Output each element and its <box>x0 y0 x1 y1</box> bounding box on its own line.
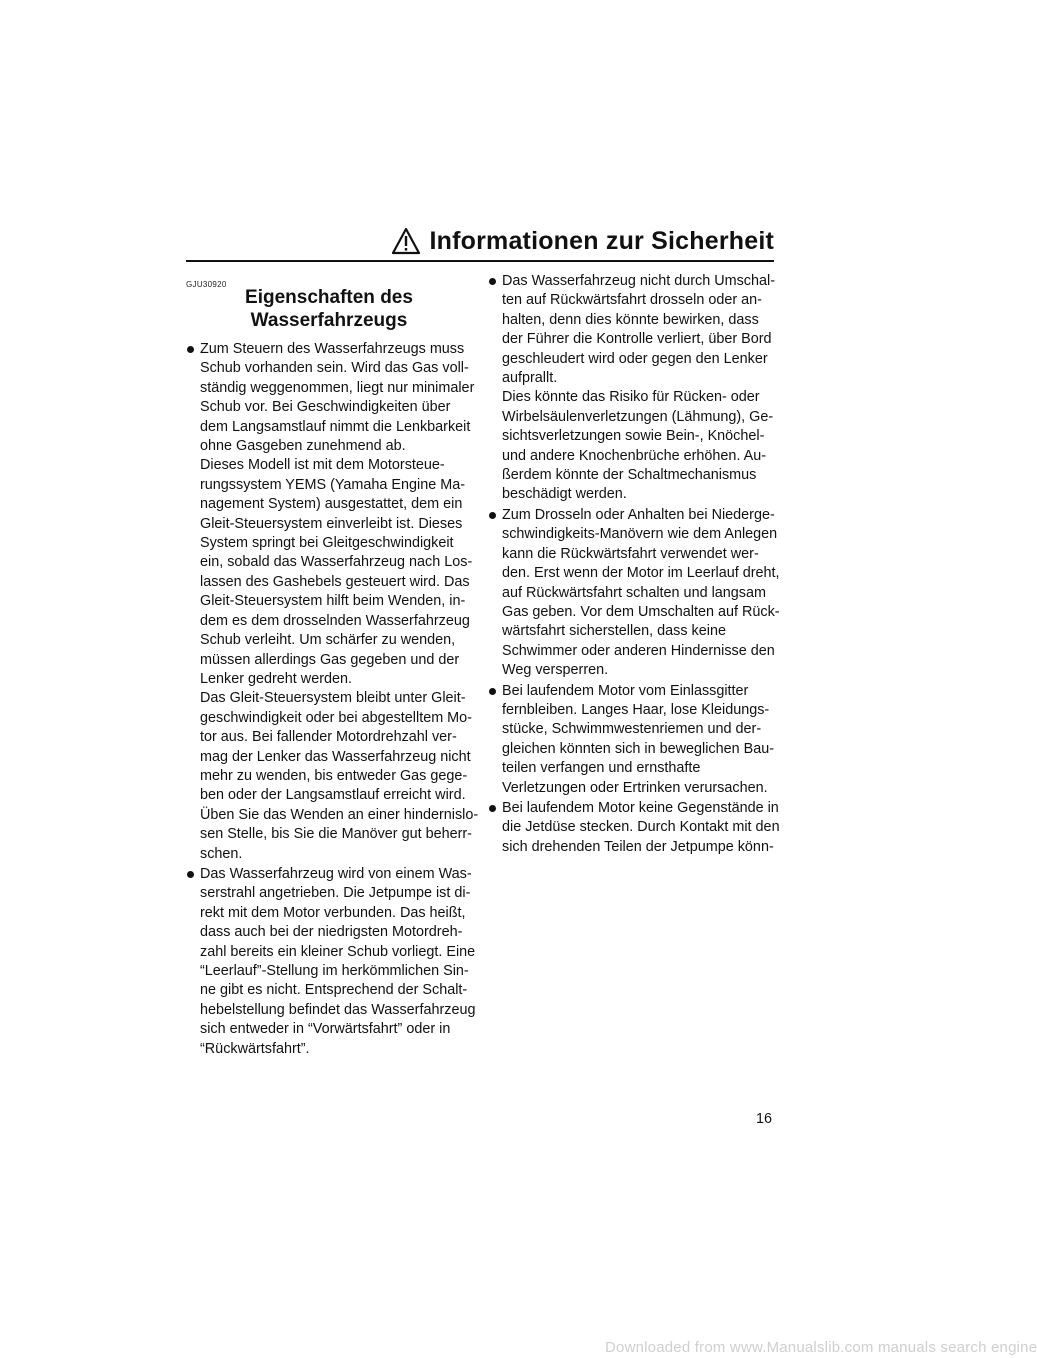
text-line: Gleit-Steuersystem hilft beim Wenden, in- <box>200 593 466 610</box>
text-line: rungssystem YEMS (Yamaha Engine Ma- <box>200 476 466 493</box>
text-line: mehr zu wenden, bis entweder Gas gege- <box>200 767 468 784</box>
text-line: Zum Steuern des Wasserfahrzeugs muss <box>200 341 465 357</box>
text-line: Zum Drosseln oder Anhalten bei Niederge- <box>502 506 775 523</box>
text-line: der Führer die Kontrolle verliert, über Bord <box>502 331 772 348</box>
text-line: ein, sobald das Wasserfahrzeug nach Los- <box>200 554 473 571</box>
list-item <box>186 340 479 864</box>
page-title: Informationen zur Sicherheit <box>429 226 774 255</box>
text-line: serstrahl angetrieben. Die Jetpumpe ist di- <box>200 885 471 902</box>
text-line: Schwimmer oder anderen Hindernisse den <box>502 642 775 659</box>
text-line: auf Rückwärtsfahrt schalten und langsam <box>502 584 766 601</box>
text-line: ohne Gasgeben zunehmend ab. <box>200 438 406 455</box>
text-line: “Rückwärtsfahrt”. <box>200 1040 310 1057</box>
text-line: Das Wasserfahrzeug wird von einem Was- <box>200 865 472 882</box>
list-item <box>488 799 780 857</box>
section-title-line: Eigenschaften des <box>245 287 413 308</box>
text-line: schwindigkeits-Manövern wie dem Anlegen <box>502 526 778 543</box>
text-line: und andere Knochenbrüche erhöhen. Au- <box>502 447 767 464</box>
text-line: sichtsverletzungen sowie Bein-, Knöchel- <box>502 428 765 445</box>
text-line: geschleudert wird oder gegen den Lenker <box>502 350 768 367</box>
text-line: Das Wasserfahrzeug nicht durch Umschal- <box>502 273 775 289</box>
text-line: kann die Rückwärtsfahrt verwendet wer- <box>502 545 759 562</box>
text-line: die Jetdüse stecken. Durch Kontakt mit den <box>502 819 780 836</box>
text-line: halten, denn dies könnte bewirken, dass <box>502 311 759 328</box>
text-line: den. Erst wenn der Motor im Leerlauf dreht, <box>502 565 780 582</box>
text-line: nagement System) ausgestattet, dem ein <box>200 496 463 513</box>
header-rule <box>186 260 774 262</box>
text-line: sich entweder in “Vorwärtsfahrt” oder in <box>200 1021 451 1038</box>
text-line: Gas geben. Vor dem Umschalten auf Rück- <box>502 603 780 620</box>
text-line: System springt bei Gleitgeschwindigkeit <box>200 535 454 552</box>
list-item <box>186 865 476 1059</box>
text-line: Gleit-Steuersystem einverleibt ist. Dieses <box>200 515 463 532</box>
bullet-list <box>488 272 780 857</box>
text-line: Schub vorhanden sein. Wird das Gas voll- <box>200 360 469 377</box>
text-line: lassen des Gashebels gesteuert wird. Das <box>200 573 470 590</box>
text-line: wärtsfahrt sicherstellen, dass keine <box>502 623 726 640</box>
text-line: teilen verfangen und ernsthafte <box>502 760 701 777</box>
text-line: sen Stelle, bis Sie die Manöver gut beherr- <box>200 826 472 843</box>
text-line: Bei laufendem Motor keine Gegenstände in <box>502 799 779 816</box>
page-number: 16 <box>756 1111 773 1127</box>
text-line: Schub vor. Bei Geschwindigkeiten über <box>200 399 451 416</box>
text-line: rekt mit dem Motor verbunden. Das heißt, <box>200 904 466 921</box>
text-line: Dieses Modell ist mit dem Motorsteue- <box>200 457 445 474</box>
left-column <box>186 276 479 1060</box>
text-line: gleichen könnten sich in beweglichen Bau- <box>502 740 775 757</box>
text-line: Das Gleit-Steuersystem bleibt unter Gleit- <box>200 690 466 707</box>
text-line: aufprallt. <box>502 370 558 387</box>
section-code: GJU30920 <box>186 280 227 289</box>
bullet-icon <box>489 512 496 519</box>
text-line: sich drehenden Teilen der Jetpumpe könn- <box>502 838 774 855</box>
text-line: Dies könnte das Risiko für Rücken- oder <box>502 389 760 406</box>
text-line: tor aus. Bei fallender Motordrehzahl ver- <box>200 729 457 746</box>
text-line: ßerdem könnte der Schaltmechanismus <box>502 467 757 484</box>
page-header <box>186 224 774 258</box>
text-line: ten auf Rückwärtsfahrt drosseln oder an- <box>502 292 762 309</box>
text-line: hebelstellung befindet das Wasserfahrzeug <box>200 1001 476 1018</box>
text-line: ben oder der Langsamstlauf erreicht wird. <box>200 787 466 804</box>
bullet-icon <box>489 688 496 695</box>
warning-triangle-icon <box>391 227 421 255</box>
bullet-icon <box>187 346 194 353</box>
text-line: “Leerlauf”-Stellung im herkömmlichen Sin- <box>200 963 469 979</box>
text-line: beschädigt werden. <box>502 486 627 503</box>
text-line: Üben Sie das Wenden an einer hindernislo- <box>200 806 479 823</box>
list-item <box>488 682 774 798</box>
bullet-icon <box>187 871 194 878</box>
text-line: dem es dem drosselnden Wasserfahrzeug <box>200 612 470 629</box>
text-line: Weg versperren. <box>502 662 609 679</box>
text-line: Bei laufendem Motor vom Einlassgitter <box>502 682 749 699</box>
list-item <box>488 506 780 681</box>
section-title-line: Wasserfahrzeugs <box>250 310 408 331</box>
text-line: Schub verleiht. Um schärfer zu wenden, <box>200 632 456 649</box>
text-line: fernbleiben. Langes Haar, lose Kleidungs- <box>502 701 770 718</box>
text-line: dem Langsamstlauf nimmt die Lenkbarkeit <box>200 418 471 435</box>
text-line: schen. <box>200 845 243 862</box>
text-line: ne gibt es nicht. Entsprechend der Schalt- <box>200 982 468 999</box>
bullet-icon <box>489 805 496 812</box>
bullet-icon <box>489 278 496 285</box>
bullet-list <box>186 340 479 1059</box>
list-item <box>488 272 774 505</box>
text-line: müssen allerdings Gas gegeben und der <box>200 651 460 668</box>
text-line: mag der Lenker das Wasserfahrzeug nicht <box>200 748 471 765</box>
text-line: Verletzungen oder Ertrinken verursachen. <box>502 779 768 796</box>
text-line: geschwindigkeit oder bei abgestelltem Mo- <box>200 709 472 726</box>
text-line: Lenker gedreht werden. <box>200 670 353 687</box>
section-title <box>186 286 472 332</box>
text-line: zahl bereits ein kleiner Schub vorliegt. Eine <box>200 943 476 960</box>
text-line: stücke, Schwimmwestenriemen und der- <box>502 721 762 738</box>
text-line: dass auch bei der niedrigsten Motordreh- <box>200 924 463 941</box>
text-line: ständig weggenommen, liegt nur minimaler <box>200 379 475 396</box>
footer-watermark: Downloaded from www.Manualslib.com manuals search engine <box>605 1339 1037 1356</box>
text-line: Wirbelsäulenverletzungen (Lähmung), Ge- <box>502 408 774 425</box>
right-column <box>488 272 780 858</box>
